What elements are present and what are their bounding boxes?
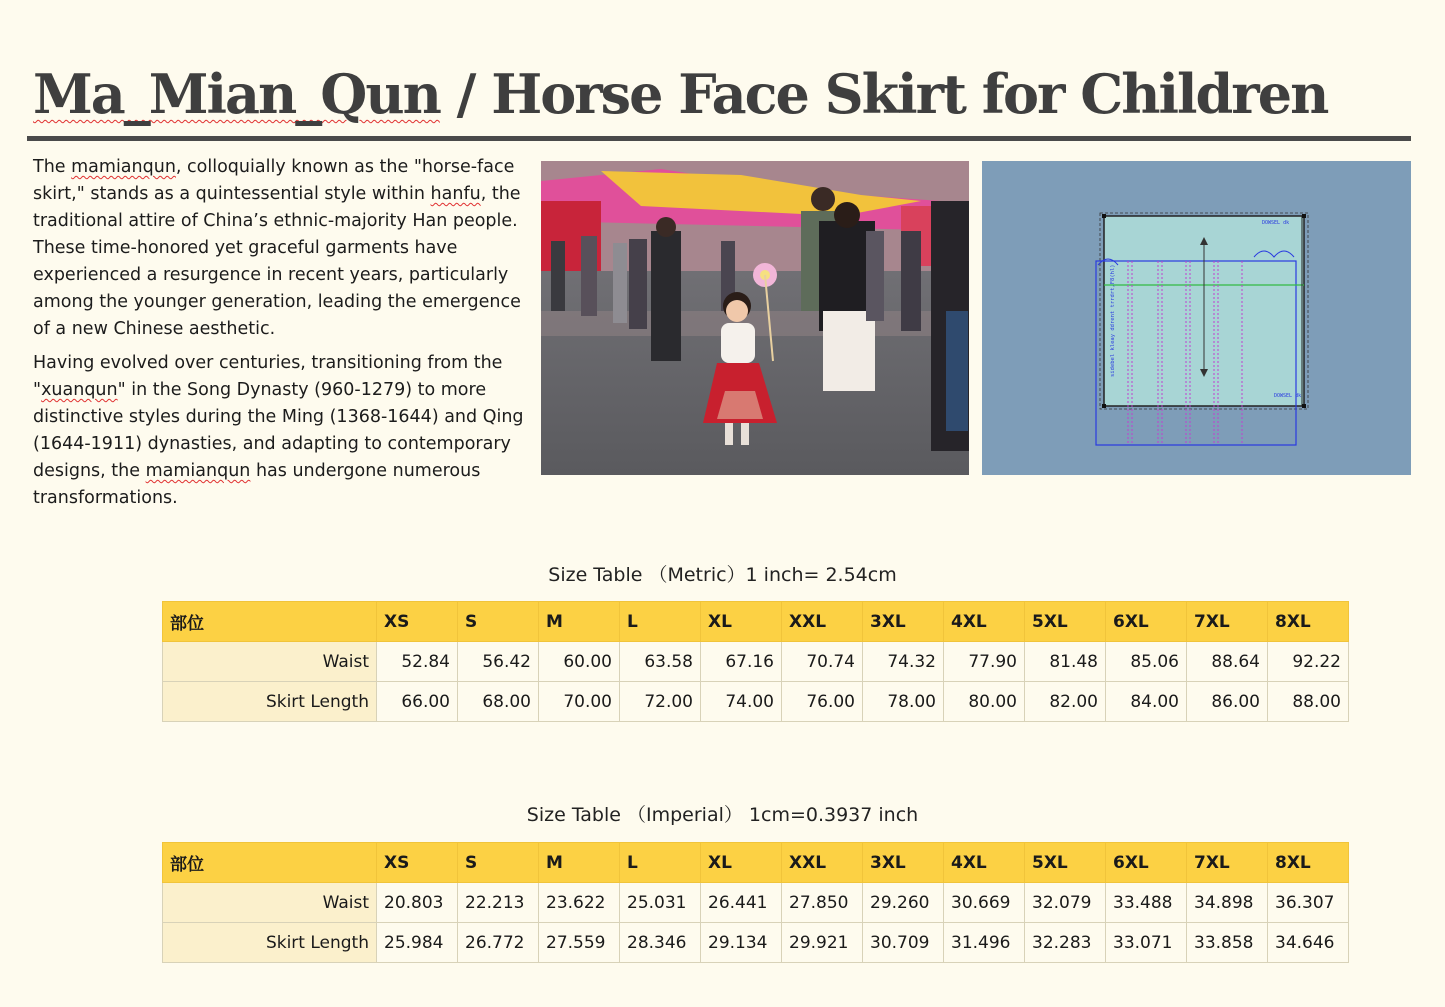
table-cell: 92.22: [1268, 642, 1349, 682]
text-run: The: [33, 157, 72, 177]
table-row: [163, 883, 1349, 923]
table-header-row: [163, 602, 1349, 642]
header-cell: 8XL: [1268, 843, 1349, 883]
header-cell: 3XL: [863, 843, 944, 883]
header-cell: L: [620, 843, 701, 883]
text-run: hanfu: [430, 184, 481, 204]
table-cell: 60.00: [539, 642, 620, 682]
table-cell: 33.858: [1187, 923, 1268, 963]
table-cell: 25.984: [377, 923, 458, 963]
pattern-bottom-label: DOWSEL dk: [1274, 393, 1302, 399]
table-cell: 76.00: [782, 682, 863, 722]
table-cell: 23.622: [539, 883, 620, 923]
table-cell: 30.669: [944, 883, 1025, 923]
imperial-size-table: [162, 842, 1349, 963]
table-cell: 33.488: [1106, 883, 1187, 923]
table-row: [163, 923, 1349, 963]
header-cell: XXL: [782, 843, 863, 883]
row-label: Waist: [163, 642, 377, 682]
table-cell: 34.898: [1187, 883, 1268, 923]
title-divider: [27, 136, 1411, 141]
table-cell: 67.16: [701, 642, 782, 682]
text-run: Having evolved over centuries, transitioning from the ": [33, 353, 503, 400]
table-cell: 63.58: [620, 642, 701, 682]
text-run: mamianqun: [145, 461, 251, 481]
table-cell: 20.803: [377, 883, 458, 923]
table-cell: 27.559: [539, 923, 620, 963]
title-part2: / Horse Face Skirt for Children: [439, 62, 1328, 126]
table-cell: 70.74: [782, 642, 863, 682]
table-cell: 80.00: [944, 682, 1025, 722]
table-cell: 68.00: [458, 682, 539, 722]
pattern-top-label: DOWSEL dk: [1262, 220, 1290, 226]
header-cell: 5XL: [1025, 602, 1106, 642]
table-cell: 70.00: [539, 682, 620, 722]
table-cell: 82.00: [1025, 682, 1106, 722]
table-row: [163, 682, 1349, 722]
text-run: " in the Song Dynasty (960-1279) to more distinctive styles during the Ming (1368-1644) and Qing (1644-1911) dynasties, and adapting to contemporary designs, the: [33, 380, 524, 481]
table-cell: 29.921: [782, 923, 863, 963]
header-cell: 部位: [163, 602, 377, 642]
table-cell: 88.00: [1268, 682, 1349, 722]
table-row: [163, 642, 1349, 682]
row-label: Skirt Length: [163, 682, 377, 722]
header-cell: XXL: [782, 602, 863, 642]
table-cell: 66.00: [377, 682, 458, 722]
table-cell: 56.42: [458, 642, 539, 682]
table-cell: 32.283: [1025, 923, 1106, 963]
intro-paragraph-1: [33, 154, 525, 343]
table-cell: 72.00: [620, 682, 701, 722]
pattern-side-label: sidebel kleay ddrent trrdrt,F8(hl): [1110, 264, 1116, 377]
text-run: xuanqun: [41, 380, 118, 400]
table-cell: 27.850: [782, 883, 863, 923]
table-cell: 52.84: [377, 642, 458, 682]
pattern-diagram: [982, 161, 1411, 475]
header-cell: 5XL: [1025, 843, 1106, 883]
header-cell: 7XL: [1187, 843, 1268, 883]
table-cell: 77.90: [944, 642, 1025, 682]
header-cell: 7XL: [1187, 602, 1268, 642]
metric-table-caption: Size Table （Metric）1 inch= 2.54cm: [548, 564, 897, 586]
table-cell: 30.709: [863, 923, 944, 963]
table-cell: 36.307: [1268, 883, 1349, 923]
text-run: , the traditional attire of China’s ethnic-majority Han people. These time-honored yet graceful garments have experienced a resurgence in recent years, particularly among the younger generation, leading the emergence of a new Chinese aesthetic.: [33, 184, 521, 339]
table-cell: 78.00: [863, 682, 944, 722]
header-cell: 3XL: [863, 602, 944, 642]
text-run: has undergone numerous transformations.: [33, 461, 481, 508]
table-cell: 33.071: [1106, 923, 1187, 963]
table-cell: 32.079: [1025, 883, 1106, 923]
text-run: , colloquially known as the "horse-face skirt," stands as a quintessential style within: [33, 157, 515, 204]
header-cell: 6XL: [1106, 843, 1187, 883]
page-title: [33, 56, 1327, 132]
table-cell: 28.346: [620, 923, 701, 963]
header-cell: S: [458, 602, 539, 642]
header-cell: 6XL: [1106, 602, 1187, 642]
header-cell: M: [539, 843, 620, 883]
table-cell: 29.260: [863, 883, 944, 923]
header-cell: XS: [377, 602, 458, 642]
intro-text: [33, 154, 525, 519]
title-part1: Ma_Mian_Qun: [33, 62, 440, 126]
table-cell: 81.48: [1025, 642, 1106, 682]
header-cell: 8XL: [1268, 602, 1349, 642]
table-cell: 86.00: [1187, 682, 1268, 722]
metric-size-table: [162, 601, 1349, 722]
text-run: mamianqun: [71, 157, 176, 177]
table-cell: 26.441: [701, 883, 782, 923]
header-cell: 4XL: [944, 602, 1025, 642]
table-cell: 22.213: [458, 883, 539, 923]
header-cell: M: [539, 602, 620, 642]
header-cell: XS: [377, 843, 458, 883]
header-cell: 部位: [163, 843, 377, 883]
imperial-table-caption: Size Table （Imperial） 1cm=0.3937 inch: [526, 804, 919, 826]
child-photo: [541, 161, 969, 475]
header-cell: XL: [701, 843, 782, 883]
child-photo-illustration: [541, 161, 969, 475]
table-cell: 84.00: [1106, 682, 1187, 722]
table-cell: 25.031: [620, 883, 701, 923]
table-cell: 85.06: [1106, 642, 1187, 682]
table-cell: 31.496: [944, 923, 1025, 963]
intro-paragraph-2: [33, 350, 525, 512]
row-label: Skirt Length: [163, 923, 377, 963]
row-label: Waist: [163, 883, 377, 923]
header-cell: XL: [701, 602, 782, 642]
table-cell: 29.134: [701, 923, 782, 963]
header-cell: S: [458, 843, 539, 883]
table-cell: 34.646: [1268, 923, 1349, 963]
header-cell: L: [620, 602, 701, 642]
sewing-pattern-illustration: [982, 161, 1411, 475]
table-cell: 74.32: [863, 642, 944, 682]
table-header-row: [163, 843, 1349, 883]
header-cell: 4XL: [944, 843, 1025, 883]
table-cell: 26.772: [458, 923, 539, 963]
table-cell: 74.00: [701, 682, 782, 722]
table-cell: 88.64: [1187, 642, 1268, 682]
